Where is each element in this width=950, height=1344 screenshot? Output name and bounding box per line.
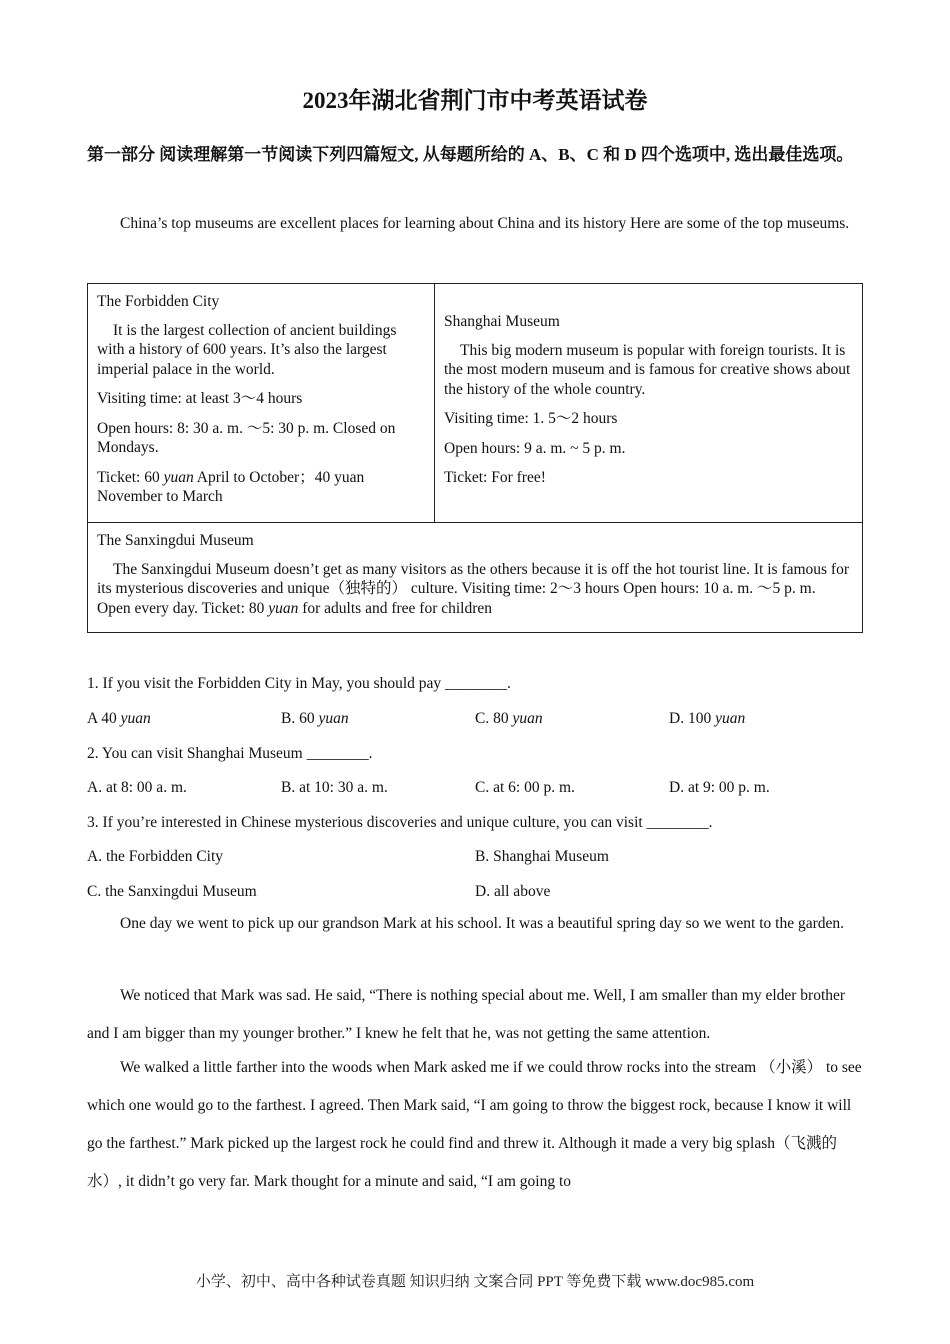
museum-name: The Forbidden City — [97, 293, 220, 310]
museum-name: The Sanxingdui Museum — [97, 532, 254, 549]
option-unit: yuan — [120, 710, 151, 727]
option-text: A 40 — [87, 710, 121, 727]
option-c: C. at 6: 00 p. m. — [475, 779, 575, 796]
description-text: for adults and free for children — [298, 599, 493, 617]
passage-paragraph: We walked a little farther into the woods when Mark asked me if we could throw rocks into the stream （小溪） to see which one would go to the farthest. I agreed. Then Mark said, “I am going to throw the biggest rock, because I know it will go the farthest.” Mark picked up the largest rock he could find and threw it. Although it made a very big splash（飞溅的水）, it didn’t go very far. Mark thought for a minute and said, “I am going to — [87, 1059, 862, 1190]
option-c: C. the Sanxingdui Museum — [87, 883, 257, 900]
ticket-unit: yuan — [268, 599, 299, 617]
option-b — [281, 709, 349, 729]
option-b: B. Shanghai Museum — [475, 848, 609, 865]
section-heading: 第一部分 阅读理解第一节阅读下列四篇短文, 从每题所给的 A、B、C 和 D 四个选项中, 选出最佳选项。 — [87, 145, 854, 164]
passage-paragraph: One day we went to pick up our grandson Mark at his school. It was a beautiful spring day so we went to the garden. — [120, 915, 845, 932]
option-a: A. at 8: 00 a. m. — [87, 779, 187, 796]
option-text: D. 100 — [669, 710, 716, 727]
option-unit: yuan — [318, 710, 349, 727]
question-stem: 2. You can visit Shanghai Museum ________. — [87, 745, 373, 762]
visiting-time: Visiting time: at least 3～4 hours — [97, 390, 303, 407]
museum-description: It is the largest collection of ancient buildings with a history of 600 years. It’s also the largest imperial palace in the world. — [97, 321, 397, 378]
intro-paragraph: China’s top museums are excellent places for learning about China and its history Here are some of the top museums. — [120, 215, 850, 232]
question-stem: 3. If you’re interested in Chinese mysterious discoveries and unique culture, you can visit ________. — [87, 814, 713, 831]
option-text: B. 60 — [281, 710, 319, 727]
option-d: D. all above — [475, 883, 551, 900]
forbidden-city-cell — [88, 284, 435, 523]
museum-description: This big modern museum is popular with foreign tourists. It is the most modern museum and is famous for creative shows about the history of the whole country. — [444, 341, 851, 398]
visiting-time: Visiting time: 1. 5～2 hours — [444, 410, 618, 427]
museum-table — [87, 283, 863, 633]
ticket-text: Ticket: 60 — [97, 468, 164, 486]
sanxingdui-museum-cell — [88, 523, 862, 632]
ticket-text: April to October；40 yuan November to March — [97, 468, 365, 505]
ticket-unit: yuan — [163, 468, 194, 486]
page-footer: 小学、初中、高中各种试卷真题 知识归纳 文案合同 PPT 等免费下载 www.doc985.com — [195, 1274, 755, 1290]
question-stem: 1. If you visit the Forbidden City in May, you should pay ________. — [87, 675, 511, 692]
museum-name: Shanghai Museum — [444, 313, 560, 330]
option-b: B. at 10: 30 a. m. — [281, 779, 388, 796]
page-title: 2023年湖北省荆门市中考英语试卷 — [302, 88, 648, 113]
option-unit: yuan — [512, 710, 543, 727]
open-hours: Open hours: 9 a. m. ~ 5 p. m. — [444, 439, 626, 457]
museum-description — [97, 560, 853, 619]
description-text: The Sanxingdui Museum doesn’t get as many visitors as the others because it is off the hot tourist line. It is famous for its mysterious discoveries and unique（独特的） culture. Visiting time: 2～3 hours Open hours: 10 a. m. ～5 p. m. Open every day. Ticket: 80 — [97, 560, 849, 617]
option-a — [87, 709, 151, 729]
option-text: C. 80 — [475, 710, 513, 727]
option-a: A. the Forbidden City — [87, 848, 224, 865]
ticket-info: Ticket: For free! — [444, 469, 546, 486]
passage-paragraph: We noticed that Mark was sad. He said, “There is nothing special about me. Well, I am smaller than my elder brother and I am bigger than my younger brother.” I knew he felt that he, was not getting the same attention. — [87, 987, 846, 1042]
option-c — [475, 709, 543, 729]
shanghai-museum-cell — [435, 284, 862, 523]
option-d — [669, 709, 745, 729]
ticket-info — [97, 468, 426, 507]
option-d: D. at 9: 00 p. m. — [669, 779, 770, 796]
option-unit: yuan — [715, 710, 746, 727]
open-hours: Open hours: 8: 30 a. m. ～5: 30 p. m. Closed on Mondays. — [97, 419, 396, 456]
